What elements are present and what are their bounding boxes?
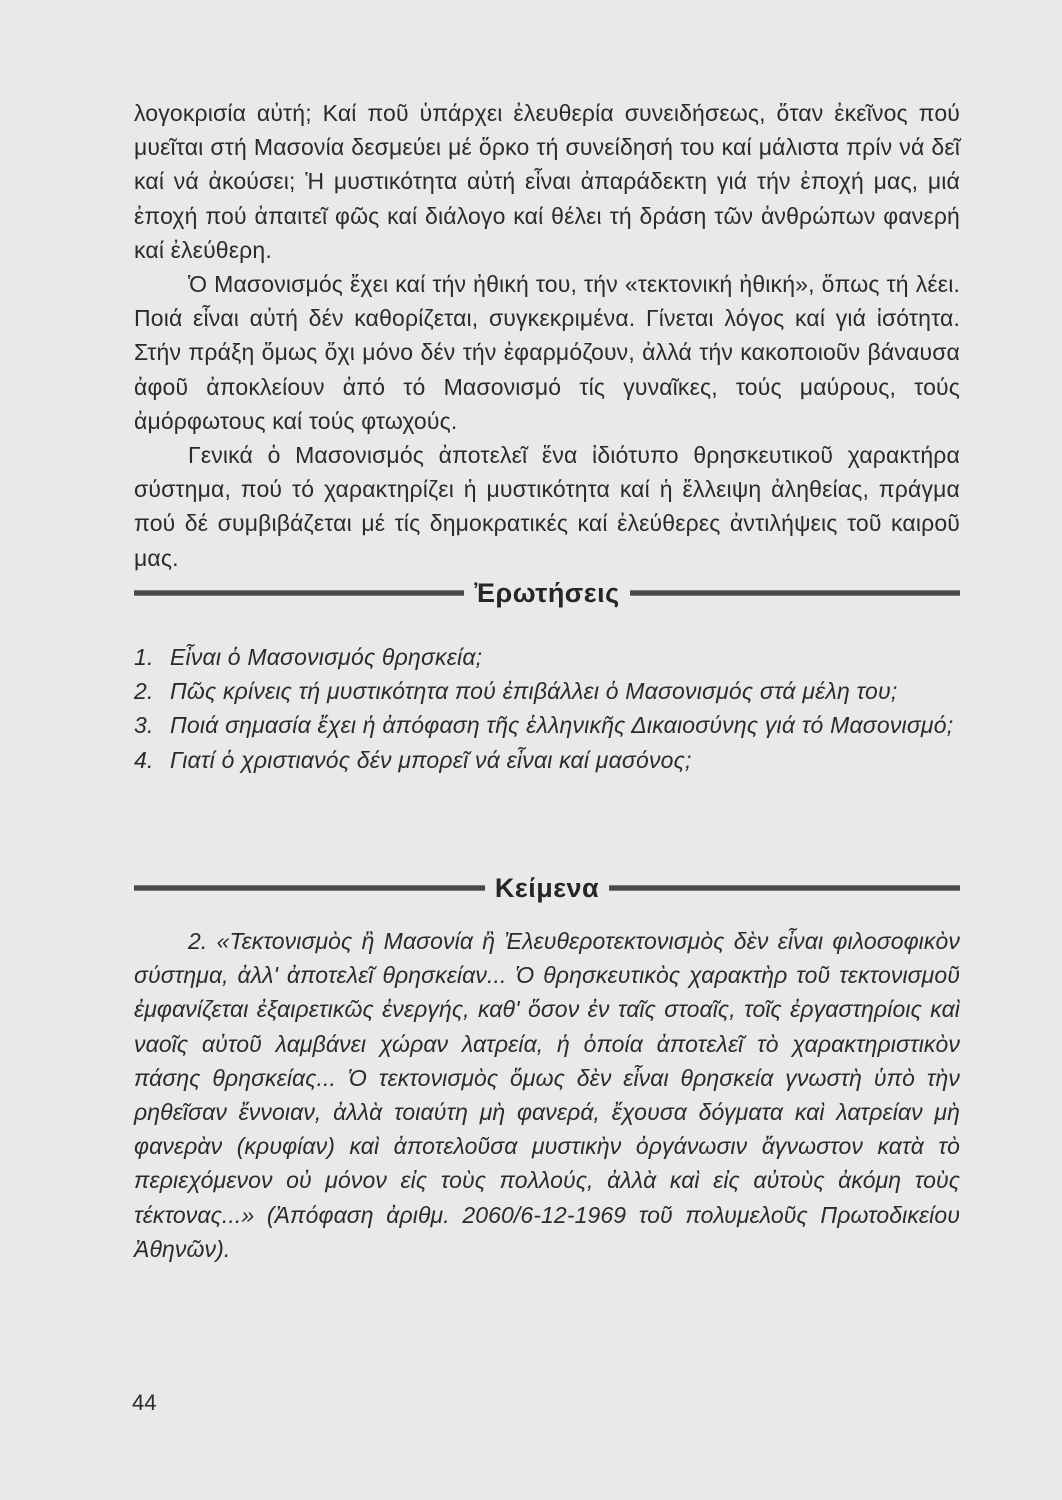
heading-rule-left [134, 885, 485, 891]
question-text: Εἶναι ὁ Μασονισμός θρησκεία; [170, 644, 483, 670]
texts-heading-title: Κείμενα [494, 872, 600, 903]
questions-heading-title: Ἐρωτήσεις [474, 577, 620, 608]
heading-rule-right [630, 590, 960, 596]
question-item [134, 708, 960, 742]
question-number: 3. [134, 712, 154, 739]
body-text [134, 96, 960, 575]
question-item [134, 674, 960, 708]
heading-rule-left [134, 590, 464, 596]
question-item [134, 743, 960, 777]
court-decision-quote: 2. «Τεκτονισμὸς ἢ Μασονία ἢ Ἐλευθεροτεκτονισμὸς δὲν εἶναι φιλοσοφικὸν σύστημα, ἀλλ' ἀποτελεῖ θρησκείαν... Ὁ θρησκευτικὸς χαρακτὴρ τοῦ τεκτονισμοῦ ἐμφανίζεται ἐξαιρετικῶς ἐνεργής, καθ' ὅσον ἐν ταῖς στοαῖς, τοῖς ἐργαστηρίοις καὶ ναοῖς αὐτοῦ λαμβάνει χώραν λατρεία, ἡ ὁποία ἀποτελεῖ τὸ χαρακτηριστικὸν πάσης θρησκείας... Ὁ τεκτονισμὸς ὅμως δὲν εἶναι θρησκεία γνωστὴ ὑπὸ τὴν ρηθεῖσαν ἔννοιαν, ἀλλὰ τοιαύτη μὴ φανερά, ἔχουσα δόγματα καὶ λατρείαν μὴ φανερὰν (κρυφίαν) καὶ ἀποτελοῦσα μυστικὴν ὀργάνωσιν ἄγνωστον κατὰ τὸ περιεχόμενον οὐ μόνον εἰς τοὺς πολλούς, ἀλλὰ καὶ εἰς αὐτοὺς ἀκόμη τοὺς τέκτονας...» (Ἀπόφαση ἀριθμ. 2060/6-12-1969 τοῦ πολυμελοῦς Πρωτοδικείου Ἀθηνῶν). [134, 928, 960, 1262]
page-number: 44 [132, 1390, 157, 1415]
texts-section-heading [134, 868, 960, 908]
body-paragraph: Γενικά ὁ Μασονισμός ἀποτελεῖ ἕνα ἰδιότυπο θρησκευτικοῦ χαρακτήρα σύστημα, πού τό χαρακτηρίζει ἡ μυστικότητα καί ἡ ἔλλειψη ἀληθείας, πράγμα πού δέ συμβιβάζεται μέ τίς δημοκρατικές καί ἐλεύθερες ἀντιλήψεις τοῦ καιροῦ μας. [134, 442, 960, 571]
questions-section-heading [134, 573, 960, 613]
question-text: Ποιά σημασία ἔχει ἡ ἀπόφαση τῆς ἑλληνικῆς Δικαιοσύνης γιά τό Μασονισμό; [170, 712, 954, 739]
body-paragraph: λογοκρισία αὐτή; Καί ποῦ ὑπάρχει ἐλευθερία συνειδήσεως, ὅταν ἐκεῖνος πού μυεῖται στή Μασονία δεσμεύει μέ ὅρκο τή συνείδησή του καί μάλιστα πρίν νά δεῖ καί νά ἀκούσει; Ἡ μυστικότητα αὐτή εἶναι ἀπαράδεκτη γιά τήν ἐποχή μας, μιά ἐποχή πού ἀπαιτεῖ φῶς καί διάλογο καί θέλει τή δράση τῶν ἀνθρώπων φανερή καί ἐλεύθερη. [134, 100, 960, 263]
question-text: Γιατί ὁ χριστιανός δέν μπορεῖ νά εἶναι καί μασόνος; [170, 746, 692, 773]
question-number: 1. [134, 644, 154, 670]
body-paragraph: Ὁ Μασονισμός ἔχει καί τήν ἠθική του, τήν «τεκτονική ἠθική», ὅπως τή λέει. Ποιά εἶναι αὐτή δέν καθορίζεται, συγκεκριμένα. Γίνεται λόγος καί γιά ἰσότητα. Στήν πράξη ὅμως ὄχι μόνο δέν τήν ἐφαρμόζουν, ἀλλά τήν κακοποιοῦν βάναυσα ἀφοῦ ἀποκλείουν ἀπό τό Μασονισμό τίς γυναῖκες, τούς μαύρους, τούς ἀμόρφωτους καί τούς φτωχούς. [134, 271, 960, 434]
question-number: 2. [134, 678, 154, 705]
question-text: Πῶς κρίνεις τή μυστικότητα πού ἐπιβάλλει ὁ Μασονισμός στά μέλη του; [170, 678, 898, 705]
questions-list [134, 640, 960, 777]
question-number: 4. [134, 746, 154, 773]
question-item [134, 640, 960, 674]
heading-rule-right [609, 885, 960, 891]
